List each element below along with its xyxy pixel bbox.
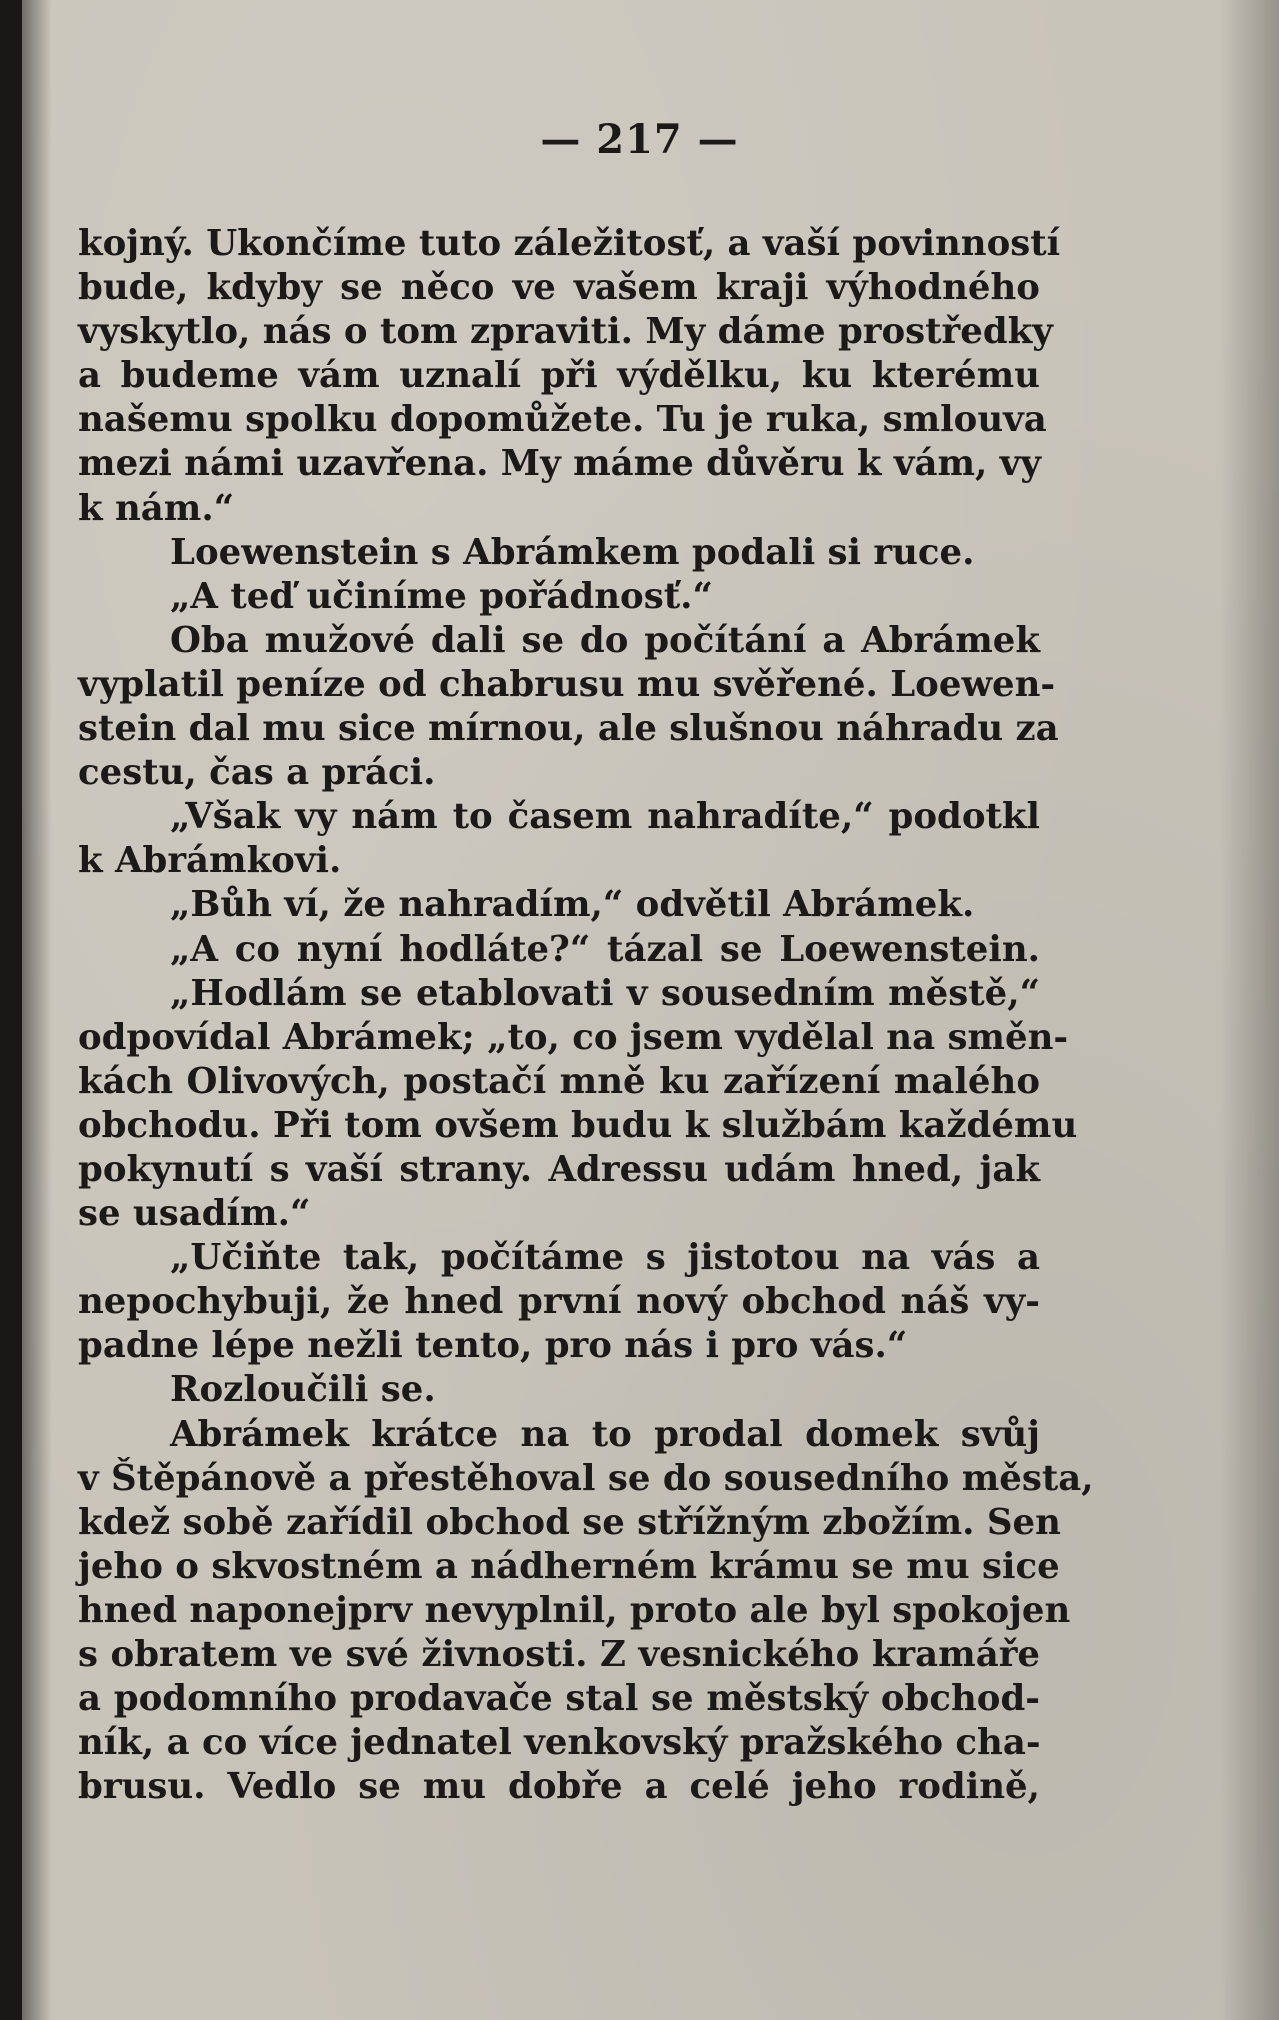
- text-line: k Abrámkovi.: [78, 840, 342, 882]
- text-line: vyskytlo, nás o tom zpraviti. My dáme prostředky: [78, 311, 1053, 353]
- text-line: kách Olivových, postačí mně ku zařízení malého: [78, 1060, 1040, 1102]
- text-line: brusu. Vedlo se mu dobře a celé jeho rodině,: [78, 1766, 1040, 1808]
- text-line: se usadím.“: [78, 1193, 311, 1235]
- text-line: vyplatil peníze od chabrusu mu svěřené. Loewen-: [78, 663, 1056, 705]
- text-line: „Učiňte tak, počítáme s jistotou na vás a: [170, 1237, 1040, 1279]
- text-line: ník, a co více jednatel venkovský pražského cha-: [78, 1722, 1041, 1764]
- text-line: Loewenstein s Abrámkem podali si ruce.: [170, 531, 975, 573]
- text-line: a budeme vám uznalí při výdělku, ku kterému: [78, 355, 1040, 397]
- text-line: stein dal mu sice mírnou, ale slušnou náhradu za: [78, 708, 1059, 750]
- text-line: v Štěpánově a přestěhoval se do sousedního města,: [78, 1457, 1094, 1499]
- text-line: Rozloučili se.: [170, 1369, 436, 1411]
- text-line: cestu, čas a práci.: [78, 752, 436, 794]
- text-line: „Však vy nám to časem nahradíte,“ podotkl: [170, 796, 1040, 838]
- text-line: k nám.“: [78, 487, 235, 529]
- text-line: Oba mužové dali se do počítání a Abrámek: [170, 619, 1040, 661]
- text-line: mezi námi uzavřena. My máme důvěru k vám, vy: [78, 443, 1041, 485]
- text-line: nepochybuji, že hned první nový obchod náš vy-: [78, 1281, 1040, 1323]
- text-line: jeho o skvostném a nádherném krámu se mu sice: [78, 1545, 1060, 1587]
- page-gutter-shadow: [22, 0, 52, 2020]
- text-line: „A teď učiníme pořádnosť.“: [170, 575, 713, 617]
- text-line: obchodu. Při tom ovšem budu k službám každému: [78, 1104, 1078, 1146]
- text-line: kojný. Ukončíme tuto záležitosť, a vaší povinností: [78, 223, 1061, 264]
- page-edge-shadow: [1219, 0, 1279, 2020]
- text-line: padne lépe nežli tento, pro nás i pro vás.“: [78, 1325, 908, 1367]
- text-line: „A co nyní hodláte?“ tázal se Loewenstein.: [170, 928, 1040, 970]
- page-number: — 217 —: [540, 116, 739, 163]
- text-line: Abrámek krátce na to prodal domek svůj: [170, 1413, 1040, 1455]
- text-line: bude, kdyby se něco ve vašem kraji výhodného: [78, 267, 1040, 309]
- text-line: odpovídal Abrámek; „to, co jsem vydělal na směn-: [78, 1016, 1069, 1058]
- text-line: pokynutí s vaší strany. Adressu udám hned, jak: [78, 1148, 1040, 1190]
- text-line: našemu spolku dopomůžete. Tu je ruka, smlouva: [78, 399, 1047, 441]
- text-line: „Hodlám se etablovati v sousedním městě,“: [170, 972, 1040, 1014]
- text-line: a podomního prodavače stal se městský obchod-: [78, 1678, 1040, 1720]
- text-line: hned naponejprv nevyplnil, proto ale byl spokojen: [78, 1589, 1071, 1631]
- text-line: s obratem ve své živnosti. Z vesnického kramáře: [78, 1634, 1040, 1675]
- text-line: „Bůh ví, že nahradím,“ odvětil Abrámek.: [170, 884, 975, 926]
- body-text: [78, 222, 1094, 1809]
- text-line: kdež sobě zařídil obchod se střížným zbožím. Sen: [78, 1501, 1061, 1543]
